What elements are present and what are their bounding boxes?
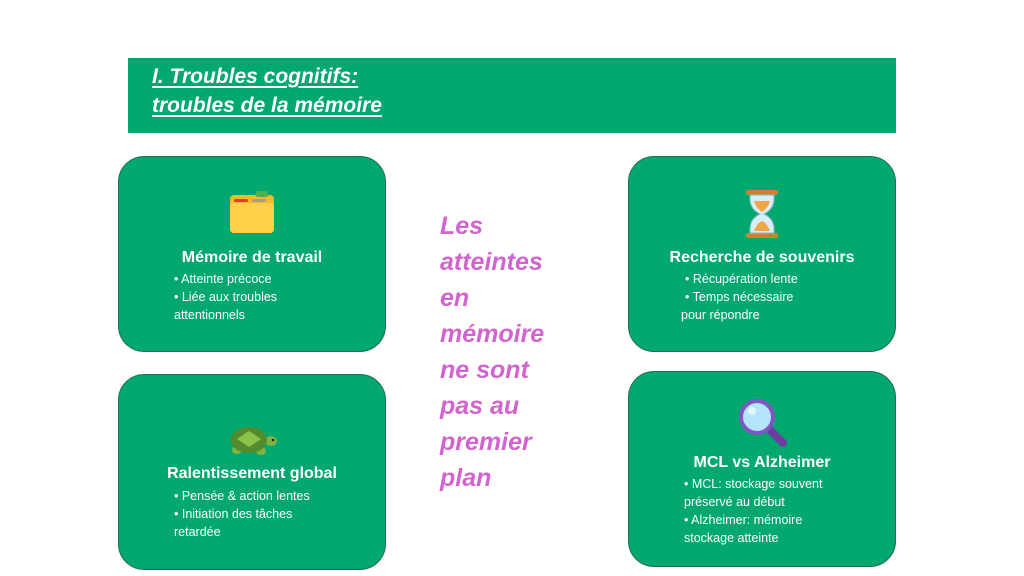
title-line-2: troubles de la mémoire [152,94,382,117]
card-memory-retrieval [628,156,896,352]
turtle-icon [225,423,279,462]
hourglass-icon [742,189,782,244]
card-title: Recherche de souvenirs [669,249,855,266]
title-banner [128,58,896,133]
card-title: Mémoire de travail [181,249,323,266]
bullet-item: • Alzheimer: mémoire [684,513,803,527]
bullet-item: • MCL: stockage souvent [684,477,823,491]
bullet-item: attentionnels [174,308,245,322]
card-title: Ralentissement global [167,465,337,482]
bullet-item: • Liée aux troubles [174,290,278,304]
central-statement: Les atteintes en mémoire ne sont pas au premier plan [440,212,545,492]
bullet-item: • Initiation des tâches [174,507,293,521]
bullet-item: préservé au début [684,495,785,509]
card-title: MCL vs Alzheimer [693,454,831,471]
title-line-1: I. Troubles cognitifs: [152,65,359,88]
bullet-item: pour répondre [681,308,760,322]
bullet-item: retardée [174,525,221,539]
bullet-item: stockage atteinte [684,531,779,545]
bullet-item: • Temps nécessaire [685,290,794,304]
bullet-item: • Récupération lente [685,272,798,286]
card-working-memory [118,156,386,352]
card-mcl-vs-alzheimer [628,371,896,567]
folder-icon [226,189,278,244]
bullet-item: • Atteinte précoce [174,272,272,286]
bullet-item: • Pensée & action lentes [174,489,310,503]
magnifier-icon [736,396,788,453]
card-global-slowdown [118,374,386,570]
